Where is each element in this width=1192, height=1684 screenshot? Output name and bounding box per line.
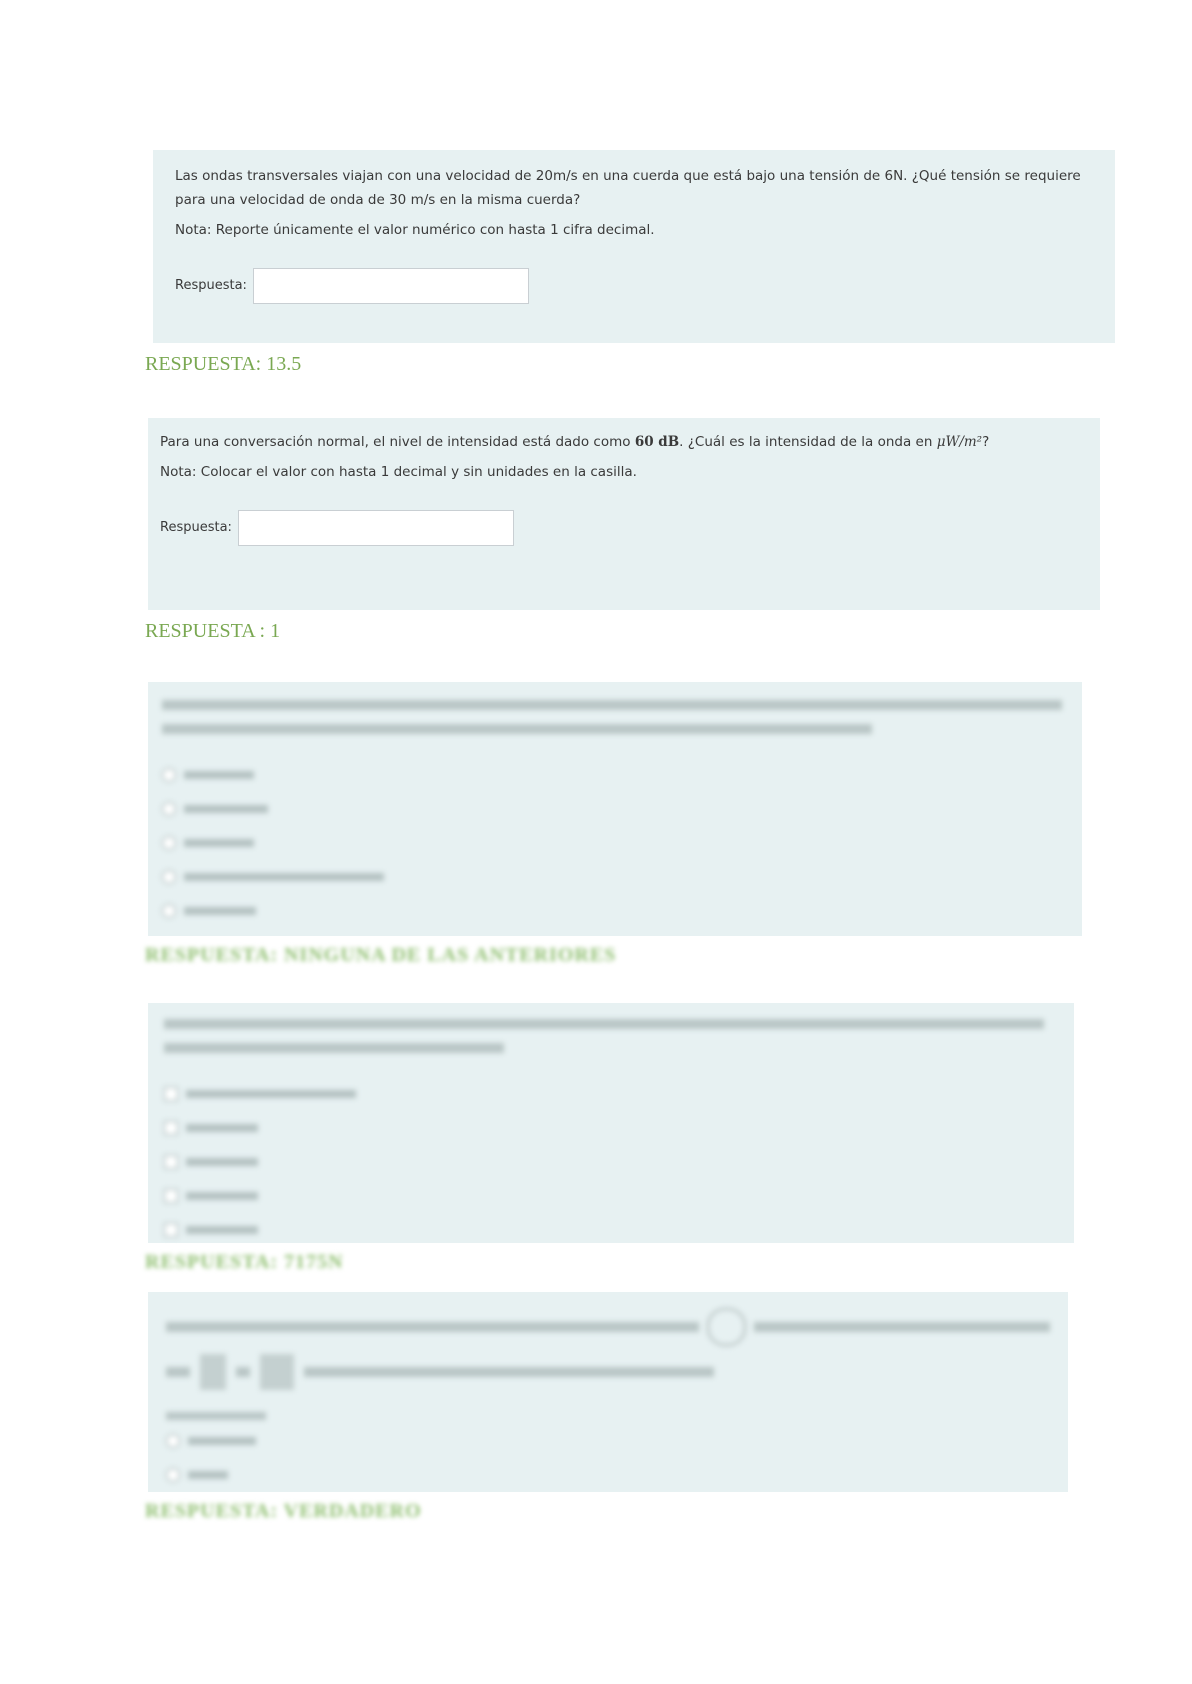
checkbox-icon[interactable] — [164, 1223, 178, 1237]
question-2-answer-input[interactable] — [238, 510, 514, 546]
question-4-answer: RESPUESTA: 7175N — [145, 1251, 344, 1273]
checkbox-icon[interactable] — [164, 1189, 178, 1203]
question-1-card — [153, 150, 1115, 343]
option-placeholder — [184, 873, 384, 881]
checkbox-icon[interactable] — [164, 1121, 178, 1135]
option-placeholder — [188, 1437, 256, 1445]
question-2-text-after: ? — [982, 434, 990, 450]
question-3-answer: RESPUESTA: NINGUNA DE LAS ANTERIORES — [145, 944, 617, 966]
option-placeholder — [186, 1124, 258, 1132]
question-5-text-line — [166, 1354, 1050, 1390]
text-placeholder — [166, 1367, 190, 1377]
question-3-options — [162, 758, 1068, 928]
text-placeholder — [754, 1322, 1050, 1332]
question-1-response-label: Respuesta: — [175, 278, 247, 293]
radio-icon[interactable] — [166, 1434, 180, 1448]
option-placeholder — [184, 771, 254, 779]
formula-placeholder — [200, 1354, 226, 1390]
question-3-option[interactable] — [162, 826, 1068, 860]
radio-icon[interactable] — [166, 1468, 180, 1482]
question-4-options — [164, 1077, 1058, 1247]
radio-icon[interactable] — [162, 870, 176, 884]
question-2-card — [148, 418, 1100, 610]
question-2-unit: μW/m² — [936, 434, 983, 450]
question-4-option[interactable] — [164, 1111, 1058, 1145]
checkbox-icon[interactable] — [164, 1155, 178, 1169]
question-4-text-line — [164, 1019, 1044, 1029]
question-3-option[interactable] — [162, 758, 1068, 792]
text-placeholder — [166, 1322, 699, 1332]
question-1-text: Las ondas transversales viajan con una velocidad de 20m/s en una cuerda que está bajo una tensión de 6N. ¿Qué tensión se requiere para una velocidad de onda de 30 m/s en la misma cuerda? — [175, 168, 1081, 208]
question-2-answer: RESPUESTA : 1 — [145, 620, 281, 642]
question-3-card — [148, 682, 1082, 936]
option-placeholder — [186, 1226, 258, 1234]
question-3-blurred-content — [162, 700, 1068, 928]
question-1-answer-input[interactable] — [253, 268, 529, 304]
option-placeholder — [186, 1158, 258, 1166]
option-placeholder — [188, 1471, 228, 1479]
formula-placeholder — [707, 1308, 747, 1346]
question-4-option[interactable] — [164, 1145, 1058, 1179]
text-placeholder — [236, 1367, 250, 1377]
question-5-card — [148, 1292, 1068, 1492]
question-3-option[interactable] — [162, 792, 1068, 826]
radio-icon[interactable] — [162, 802, 176, 816]
text-placeholder — [304, 1367, 714, 1377]
question-1-response-row — [175, 268, 1093, 304]
option-placeholder — [186, 1192, 258, 1200]
question-2-text — [160, 430, 1088, 454]
question-2-response-label: Respuesta: — [160, 520, 232, 535]
radio-icon[interactable] — [162, 904, 176, 918]
option-placeholder — [184, 907, 256, 915]
radio-icon[interactable] — [162, 768, 176, 782]
formula-placeholder — [260, 1354, 294, 1390]
option-placeholder — [184, 839, 254, 847]
question-5-option[interactable] — [166, 1424, 1050, 1458]
question-1-answer: RESPUESTA: 13.5 — [145, 353, 302, 375]
question-4-blurred-content — [164, 1019, 1058, 1247]
question-5-option[interactable] — [166, 1458, 1050, 1492]
question-1-note: Nota: Reporte únicamente el valor numérico con hasta 1 cifra decimal. — [175, 222, 655, 238]
question-5-answer: RESPUESTA: VERDADERO — [145, 1500, 422, 1522]
question-4-option[interactable] — [164, 1213, 1058, 1247]
option-placeholder — [184, 805, 268, 813]
question-5-prompt-line — [166, 1412, 266, 1420]
question-3-text-line — [162, 700, 1062, 710]
question-2-text-before: Para una conversación normal, el nivel de intensidad está dado como — [160, 434, 635, 450]
question-5-blurred-content — [166, 1308, 1050, 1492]
question-4-card — [148, 1003, 1074, 1243]
checkbox-icon[interactable] — [164, 1087, 178, 1101]
radio-icon[interactable] — [162, 836, 176, 850]
question-5-text-line — [166, 1308, 1050, 1346]
question-4-option[interactable] — [164, 1179, 1058, 1213]
question-3-option[interactable] — [162, 860, 1068, 894]
question-2-level: 60 dB — [634, 434, 680, 450]
question-4-option[interactable] — [164, 1077, 1058, 1111]
question-3-text-line — [162, 724, 872, 734]
option-placeholder — [186, 1090, 356, 1098]
question-2-text-middle: . ¿Cuál es la intensidad de la onda en — [679, 434, 937, 450]
question-2-response-row — [160, 510, 1088, 546]
question-2-note: Nota: Colocar el valor con hasta 1 decimal y sin unidades en la casilla. — [160, 464, 637, 480]
question-3-option[interactable] — [162, 894, 1068, 928]
question-4-text-line — [164, 1043, 504, 1053]
